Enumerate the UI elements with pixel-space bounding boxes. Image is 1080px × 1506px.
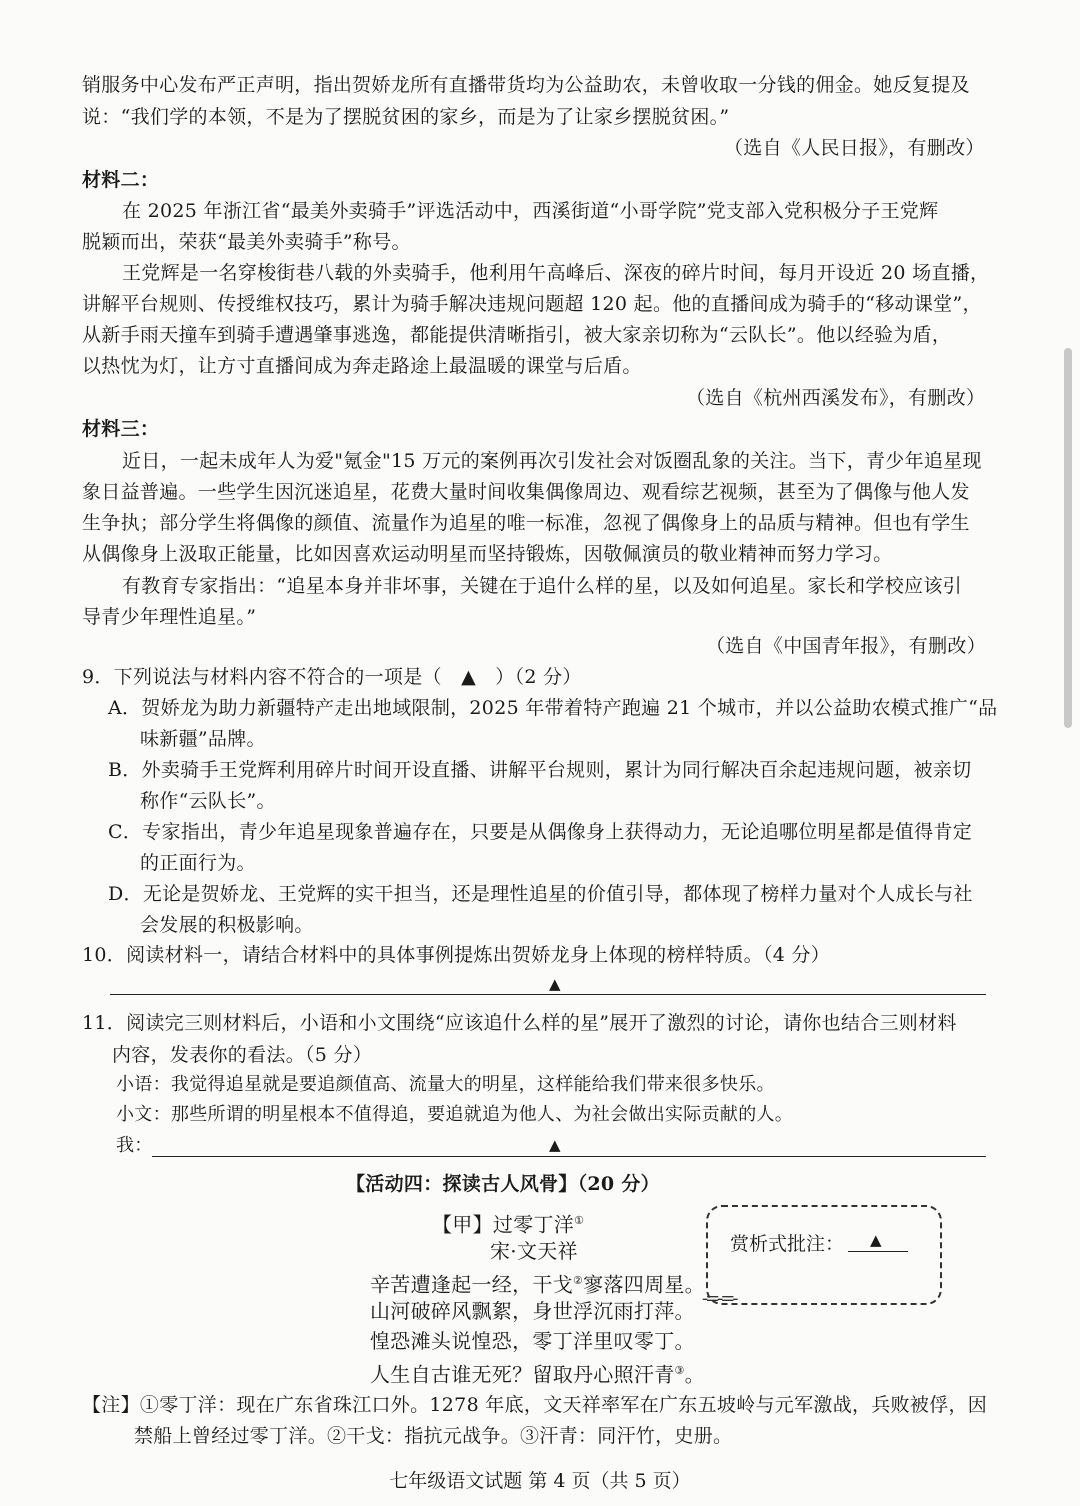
material-one-line: 说：“我们学的本领，不是为了摆脱贫困的家乡，而是为了让家乡摆脱贫困。” — [82, 106, 730, 128]
material-three-line: 从偶像身上汲取正能量，比如因喜欢运动明星而坚持锻炼，因敬佩演员的敬业精神而努力学习。 — [82, 543, 893, 565]
material-one-line: 销服务中心发布严正声明，指出贺娇龙所有直播带货均为公益助农，未曾收取一分钱的佣金。她反复提及 — [82, 74, 970, 96]
poem-line — [370, 1358, 705, 1388]
poem-line: 惶恐滩头说惶恐，零丁洋里叹零丁。 — [370, 1329, 695, 1353]
poem-title-note: ① — [574, 1214, 585, 1227]
question-9-stem: 9．下列说法与材料内容不符合的一项是（ ▲ ）（2 分） — [82, 666, 582, 688]
material-three-line: 生争执；部分学生将偶像的颜值、流量作为追星的唯一标准，忽视了偶像身上的品质与精神。但也有学生 — [82, 512, 970, 534]
annotation-blank[interactable] — [848, 1251, 908, 1252]
material-two-line: 从新手雨天撞车到骑手遭遇肇事逃逸，都能提供清晰指引，被大家亲切称为“云队长”。他以经验为盾， — [82, 324, 952, 346]
material-three-line: 导青少年理性追星。” — [82, 606, 257, 628]
poem-note-mark: ③ — [674, 1364, 685, 1377]
material-two-line: 在 2025 年浙江省“最美外卖骑手”评选活动中，西溪街道“小哥学院”党支部入党积极分子王党辉 — [122, 200, 939, 222]
option-c: C．专家指出，青少年追星现象普遍存在，只要是从偶像身上获得动力，无论追哪位明星都是值得肯定 — [108, 821, 973, 843]
option-a: A．贺娇龙为助力新疆特产走出地域限制，2025 年带着特产跑遍 21 个城市，并以公益助农模式推广“品 — [108, 697, 998, 719]
scrollbar[interactable] — [1064, 348, 1072, 728]
material-two-line: 以热忱为灯，让方寸直播间成为奔走路途上最温暖的课堂与后盾。 — [82, 355, 642, 377]
question-11-stem-cont: 内容，发表你的看法。（5 分） — [112, 1044, 373, 1066]
xiaoyu-opinion: 小语：我觉得追星就是要追颜值高、流量大的明星，这样能给我们带来很多快乐。 — [116, 1074, 775, 1095]
answer-mark-icon: ▲ — [870, 1231, 882, 1249]
answer-line[interactable] — [110, 994, 986, 995]
source-citation: （选自《人民日报》，有删改） — [724, 137, 985, 159]
option-b-cont: 称作“云队长”。 — [140, 790, 276, 812]
material-two-title: 材料二： — [82, 169, 160, 191]
material-two-line: 脱颖而出，荣获“最美外卖骑手”称号。 — [82, 231, 411, 253]
source-citation: （选自《杭州西溪发布》，有删改） — [686, 387, 986, 409]
question-11-stem: 11．阅读完三则材料后，小语和小文围绕“应该追什么样的星”展开了激烈的讨论，请你也结合三则材料 — [82, 1012, 957, 1034]
material-three-line: 近日，一起未成年人为爱"氪金"15 万元的案例再次引发社会对饭圈乱象的关注。当下，青少年追星现 — [122, 450, 982, 472]
notes-line: 禁船上曾经过零丁洋。②干戈：指抗元战争。③汗青：同汗竹，史册。 — [134, 1425, 733, 1447]
option-c-cont: 的正面行为。 — [140, 852, 256, 874]
option-d-cont: 会发展的积极影响。 — [140, 914, 314, 936]
annotation-label: 赏析式批注： — [730, 1233, 845, 1255]
question-10-stem: 10．阅读材料一，请结合材料中的具体事例提炼出贺娇龙身上体现的榜样特质。（4 分） — [82, 944, 831, 966]
annotation-box[interactable] — [706, 1205, 942, 1305]
poem-title — [432, 1208, 584, 1238]
material-three-line: 象日益普遍。一些学生因沉迷追星，花费大量时间收集偶像周边、观看综艺视频，甚至为了偶像与他人发 — [82, 481, 970, 503]
material-two-line: 王党辉是一名穿梭街巷八载的外卖骑手，他利用午高峰后、深夜的碎片时间，每月开设近 20 场直播， — [122, 262, 990, 284]
notes-line: 【注】①零丁洋：现在广东省珠江口外。1278 年底，文天祥率军在广东五坡岭与元军激战，兵败被俘，因 — [82, 1394, 988, 1416]
callout-tail-icon: -=-=- — [702, 1288, 736, 1309]
poem-line-part: 辛苦遭逢起一经，干戈 — [370, 1272, 573, 1297]
material-two-line: 讲解平台规则、传授维权技巧，累计为骑手解决违规问题超 120 起。他的直播间成为骑手的“移动课堂”， — [82, 293, 982, 315]
activity-four-title: 【活动四：探读古人风骨】（20 分） — [346, 1173, 660, 1195]
poem-author: 宋·文天祥 — [490, 1239, 578, 1263]
poem-line: 山河破碎风飘絮，身世浮沉雨打萍。 — [370, 1299, 695, 1323]
page-footer: 七年级语文试题 第 4 页（共 5 页） — [389, 1470, 691, 1492]
me-label: 我： — [116, 1135, 153, 1156]
poem-title-text: 【甲】过零丁洋 — [432, 1212, 575, 1237]
answer-mark-icon: ▲ — [549, 975, 561, 993]
option-a-cont: 味新疆”品牌。 — [140, 728, 266, 750]
answer-line[interactable] — [152, 1156, 986, 1157]
material-three-title: 材料三： — [82, 418, 160, 440]
poem-line-part: 。 — [684, 1362, 705, 1387]
option-d: D．无论是贺娇龙、王党辉的实干担当，还是理性追星的价值引导，都体现了榜样力量对个人成长与社 — [108, 883, 973, 905]
answer-mark-icon: ▲ — [549, 1136, 561, 1154]
source-citation: （选自《中国青年报》，有删改） — [706, 635, 987, 657]
xiaowen-opinion: 小文：那些所谓的明星根本不值得追，要追就追为他人、为社会做出实际贡献的人。 — [116, 1104, 794, 1125]
poem-line — [370, 1268, 705, 1298]
poem-line-part: 寥落四周星。 — [583, 1272, 705, 1297]
poem-line-part: 人生自古谁无死？留取丹心照汗青 — [370, 1362, 675, 1387]
option-b: B．外卖骑手王党辉利用碎片时间开设直播、讲解平台规则，累计为同行解决百余起违规问题，被亲切 — [108, 759, 972, 781]
poem-note-mark: ② — [573, 1274, 584, 1287]
material-three-line: 有教育专家指出：“追星本身并非坏事，关键在于追什么样的星，以及如何追星。家长和学校应该引 — [122, 575, 962, 597]
